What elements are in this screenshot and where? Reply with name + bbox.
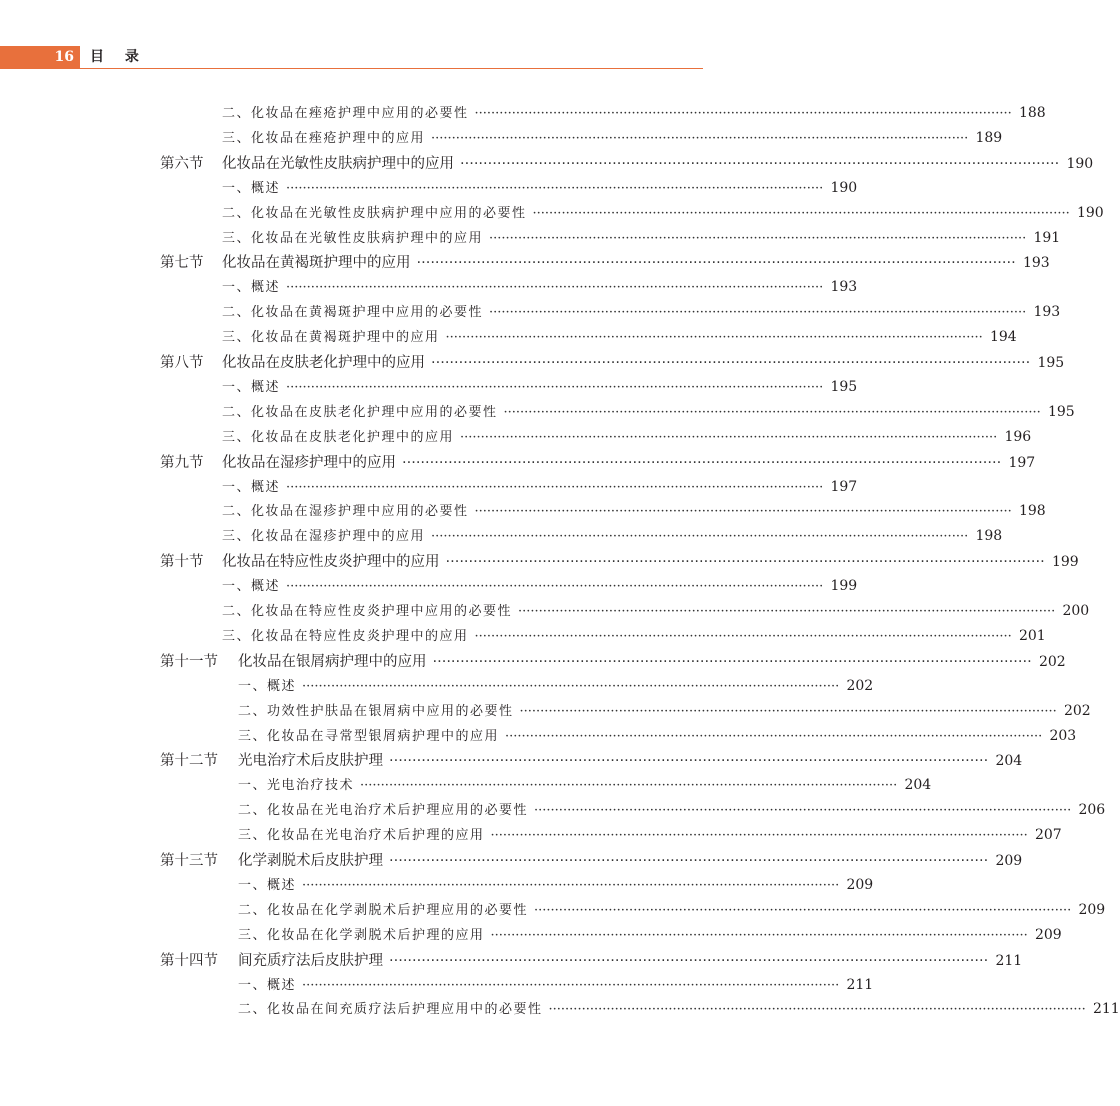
- dot-leader: ··································································································································: [389, 753, 989, 770]
- dot-leader: ··································································································································: [474, 106, 1012, 121]
- dot-leader: ··································································································································: [416, 255, 1016, 272]
- section-number: 第七节: [160, 255, 204, 272]
- page-number: 204: [904, 777, 932, 794]
- page-number: 195: [830, 378, 858, 395]
- page-number-badge: 16: [0, 46, 80, 69]
- page-number: 190: [1076, 204, 1104, 221]
- section-title: 化妆品在皮肤老化护理中的应用: [222, 355, 425, 371]
- page-number: 189: [975, 129, 1003, 146]
- subsection-title: 二、化妆品在湿疹护理中应用的必要性: [222, 504, 469, 520]
- toc-subsection-row[interactable]: [222, 301, 1061, 323]
- toc-subsection-row[interactable]: [222, 525, 1003, 547]
- section-title: 化妆品在黄褐斑护理中的应用: [222, 255, 411, 272]
- toc-subsection-row[interactable]: [238, 998, 1120, 1020]
- dot-leader: ··································································································································: [534, 902, 1072, 918]
- toc-subsection-row[interactable]: [238, 974, 874, 996]
- toc-subsection-row[interactable]: [222, 202, 1104, 224]
- subsection-title: 一、概述: [238, 977, 297, 993]
- subsection-title: 二、化妆品在光敏性皮肤病护理中应用的必要性: [222, 205, 527, 221]
- toc-subsection-row[interactable]: [238, 899, 1106, 921]
- page-number: 209: [1034, 926, 1062, 943]
- toc-subsection-row[interactable]: [222, 326, 1017, 348]
- toc-section-row[interactable]: [160, 451, 1036, 473]
- toc-subsection-row[interactable]: [238, 799, 1106, 821]
- subsection-title: 三、化妆品在湿疹护理中的应用: [222, 529, 426, 545]
- subsection-title: 一、概述: [238, 877, 297, 893]
- section-number: 第八节: [160, 355, 204, 371]
- dot-leader: ··································································································································: [490, 828, 1028, 844]
- subsection-title: 三、化妆品在光电治疗术后护理的应用: [238, 828, 485, 844]
- page-number: 193: [1033, 304, 1061, 321]
- toc-section-row[interactable]: [160, 749, 1023, 771]
- page-number: 206: [1078, 802, 1106, 819]
- subsection-title: 三、化妆品在光敏性皮肤病护理中的应用: [222, 230, 484, 246]
- dot-leader: ··································································································································: [286, 180, 824, 196]
- toc-section-row[interactable]: [160, 849, 1023, 871]
- section-title: 化妆品在湿疹护理中的应用: [222, 454, 396, 471]
- page-number: 196: [1004, 428, 1032, 445]
- page-number: 203: [1049, 727, 1077, 744]
- dot-leader: ··································································································································: [286, 280, 824, 296]
- page-number: 201: [1018, 627, 1046, 644]
- dot-leader: ··································································································································: [286, 479, 824, 495]
- section-title: 间充质疗法后皮肤护理: [238, 952, 383, 969]
- dot-leader: ··································································································································: [445, 330, 983, 346]
- subsection-title: 一、概述: [222, 479, 281, 495]
- page-number: 190: [830, 179, 858, 196]
- page-number: 188: [1018, 105, 1046, 121]
- section-title: 光电治疗术后皮肤护理: [238, 753, 383, 770]
- section-title: 化妆品在特应性皮炎护理中的应用: [222, 554, 440, 571]
- section-number: 第十一节: [160, 653, 218, 670]
- dot-leader: ··································································································································: [286, 379, 824, 395]
- page-number: 194: [989, 329, 1017, 346]
- page-number: 207: [1034, 827, 1062, 844]
- page-number: 198: [1018, 503, 1046, 520]
- page-number: 202: [1038, 653, 1066, 670]
- dot-leader: ··································································································································: [460, 155, 1060, 172]
- header-rule: [80, 68, 703, 69]
- page-number: 198: [975, 528, 1003, 545]
- dot-leader: ··································································································································: [534, 803, 1072, 819]
- subsection-title: 一、概述: [238, 678, 297, 694]
- toc-subsection-row[interactable]: [222, 476, 858, 498]
- dot-leader: ··································································································································: [431, 355, 1031, 371]
- section-title: 化妆品在银屑病护理中的应用: [238, 653, 427, 670]
- dot-leader: ··································································································································: [474, 504, 1012, 520]
- dot-leader: ··································································································································: [302, 977, 840, 993]
- dot-leader: ··································································································································: [445, 554, 1045, 571]
- section-number: 第十四节: [160, 952, 218, 969]
- subsection-title: 一、概述: [222, 579, 281, 595]
- toc-subsection-row[interactable]: [222, 500, 1046, 522]
- page-number: 193: [1022, 255, 1050, 272]
- subsection-title: 三、化妆品在皮肤老化护理中的应用: [222, 429, 455, 445]
- toc-section-row[interactable]: [160, 949, 1023, 971]
- toc-subsection-row[interactable]: [222, 426, 1032, 448]
- dot-leader: ··································································································································: [302, 877, 840, 893]
- subsection-title: 一、概述: [222, 180, 281, 196]
- toc-subsection-row[interactable]: [238, 824, 1062, 846]
- section-title: 化学剥脱术后皮肤护理: [238, 853, 383, 869]
- subsection-title: 二、化妆品在黄褐斑护理中应用的必要性: [222, 305, 484, 321]
- toc-subsection-row[interactable]: [238, 700, 1091, 722]
- subsection-title: 二、化妆品在特应性皮炎护理中应用的必要性: [222, 604, 513, 619]
- section-number: 第十三节: [160, 853, 218, 869]
- toc-subsection-row[interactable]: [222, 276, 858, 298]
- toc-section-row[interactable]: [160, 152, 1094, 174]
- dot-leader: ··································································································································: [518, 604, 1056, 619]
- dot-leader: ··································································································································: [402, 454, 1002, 471]
- subsection-title: 二、功效性护肤品在银屑病中应用的必要性: [238, 703, 514, 719]
- toc-subsection-row[interactable]: [222, 127, 1003, 149]
- toc-subsection-row[interactable]: [222, 102, 1046, 124]
- section-number: 第九节: [160, 454, 204, 471]
- dot-leader: ··································································································································: [431, 529, 969, 545]
- header-title: 目 录: [90, 49, 147, 65]
- toc-subsection-row[interactable]: [238, 675, 874, 697]
- page-number: 202: [1063, 702, 1091, 719]
- dot-leader: ··································································································································: [548, 1002, 1086, 1018]
- toc-subsection-row[interactable]: [222, 401, 1075, 423]
- dot-leader: ··································································································································: [432, 653, 1032, 670]
- dot-leader: ··································································································································: [489, 230, 1027, 246]
- dot-leader: ··································································································································: [505, 728, 1043, 744]
- toc-subsection-row[interactable]: [238, 725, 1077, 747]
- subsection-title: 二、化妆品在痤疮护理中应用的必要性: [222, 106, 469, 121]
- page-number: 204: [995, 753, 1023, 770]
- toc-subsection-row[interactable]: [238, 774, 932, 796]
- toc-subsection-row[interactable]: [222, 227, 1061, 249]
- toc-section-row[interactable]: [160, 650, 1066, 672]
- toc-subsection-row[interactable]: [222, 376, 858, 398]
- page-number: 199: [1051, 554, 1079, 571]
- page-number: 209: [1078, 901, 1106, 918]
- page-number: 195: [1047, 403, 1075, 420]
- toc-subsection-row[interactable]: [222, 177, 858, 199]
- page-number: 209: [846, 876, 874, 893]
- dot-leader: ··································································································································: [302, 678, 840, 694]
- subsection-title: 二、化妆品在间充质疗法后护理应用中的必要性: [238, 1002, 543, 1018]
- subsection-title: 二、化妆品在皮肤老化护理中应用的必要性: [222, 404, 498, 420]
- subsection-title: 二、化妆品在光电治疗术后护理应用的必要性: [238, 803, 529, 819]
- dot-leader: ··································································································································: [532, 205, 1070, 221]
- page-number: 197: [1008, 454, 1036, 471]
- subsection-title: 一、概述: [222, 280, 281, 296]
- subsection-title: 三、化妆品在化学剥脱术后护理的应用: [238, 927, 485, 943]
- dot-leader: ··································································································································: [460, 429, 998, 445]
- dot-leader: ··································································································································: [389, 952, 989, 969]
- section-title: 化妆品在光敏性皮肤病护理中的应用: [222, 155, 454, 172]
- subsection-title: 三、化妆品在特应性皮炎护理中的应用: [222, 628, 469, 644]
- page-number: 211: [1092, 1001, 1120, 1018]
- dot-leader: ··································································································································: [389, 853, 989, 869]
- section-number: 第六节: [160, 155, 204, 172]
- page-number: 199: [830, 578, 858, 595]
- toc-subsection-row[interactable]: [222, 600, 1090, 622]
- subsection-title: 三、化妆品在黄褐斑护理中的应用: [222, 330, 440, 346]
- toc-subsection-row[interactable]: [238, 874, 874, 896]
- toc-subsection-row[interactable]: [238, 924, 1062, 946]
- page-number: 195: [1037, 355, 1065, 371]
- dot-leader: ··································································································································: [286, 579, 824, 595]
- page-number: 202: [846, 677, 874, 694]
- dot-leader: ··································································································································: [489, 305, 1027, 321]
- toc-section-row[interactable]: [160, 351, 1065, 373]
- toc-subsection-row[interactable]: [222, 625, 1046, 647]
- dot-leader: ··································································································································: [490, 927, 1028, 943]
- dot-leader: ··································································································································: [431, 130, 969, 146]
- page-number: 211: [846, 976, 874, 993]
- subsection-title: 一、光电治疗技术: [238, 778, 355, 794]
- toc-subsection-row[interactable]: [222, 575, 858, 597]
- subsection-title: 三、化妆品在寻常型银屑病护理中的应用: [238, 728, 500, 744]
- section-number: 第十节: [160, 554, 204, 571]
- dot-leader: ··································································································································: [503, 404, 1041, 420]
- subsection-title: 三、化妆品在痤疮护理中的应用: [222, 130, 426, 146]
- dot-leader: ··································································································································: [474, 628, 1012, 644]
- dot-leader: ··································································································································: [360, 778, 898, 794]
- page-header: [0, 46, 703, 70]
- page-number: 193: [830, 279, 858, 296]
- section-number: 第十二节: [160, 753, 218, 770]
- page-number: 197: [830, 478, 858, 495]
- page-number: 209: [995, 853, 1023, 869]
- toc-section-row[interactable]: [160, 251, 1050, 273]
- page-number: 190: [1066, 155, 1094, 172]
- toc-section-row[interactable]: [160, 550, 1079, 572]
- page-number: 191: [1033, 229, 1061, 246]
- subsection-title: 一、概述: [222, 379, 281, 395]
- page-number: 200: [1062, 603, 1090, 619]
- subsection-title: 二、化妆品在化学剥脱术后护理应用的必要性: [238, 902, 529, 918]
- page-number: 211: [995, 952, 1023, 969]
- dot-leader: ··································································································································: [519, 703, 1057, 719]
